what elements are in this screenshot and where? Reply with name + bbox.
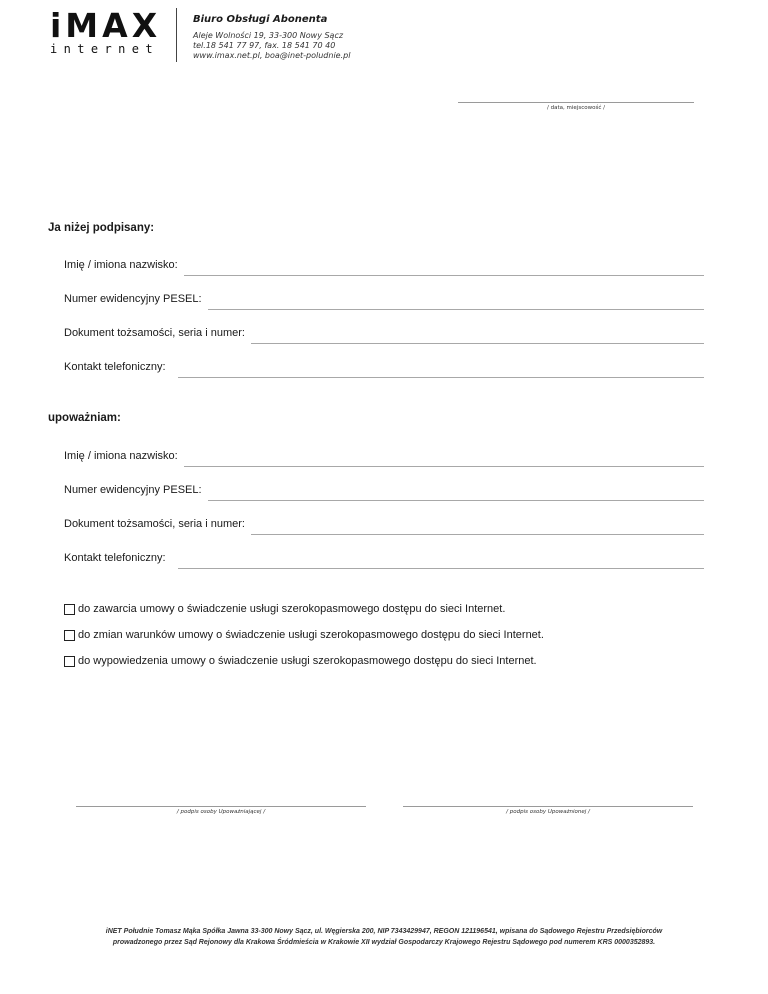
grantor-id-document-label: Dokument tożsamości, seria i numer: [64, 327, 245, 339]
grantee-signature-line[interactable] [403, 806, 693, 807]
grantor-id-document-field[interactable] [64, 326, 704, 344]
checkbox-change-terms[interactable] [64, 630, 75, 641]
grantor-name-field[interactable] [64, 258, 704, 276]
grantee-pesel-label: Numer ewidencyjny PESEL: [64, 484, 202, 496]
date-place-caption: / data, miejscowość / [547, 105, 605, 111]
grantor-signature-caption: / podpis osoby Upoważniającej / [176, 809, 266, 815]
grantee-phone-label: Kontakt telefoniczny: [64, 552, 166, 564]
grantee-pesel-input-line[interactable] [208, 484, 704, 501]
grantee-pesel-field[interactable] [64, 483, 704, 501]
option-conclude-contract[interactable] [64, 603, 505, 615]
office-title: Biuro Obsługi Abonenta [193, 14, 328, 25]
option-terminate-contract[interactable] [64, 655, 537, 667]
grantor-id-document-input-line[interactable] [251, 327, 704, 344]
office-phones: tel.18 541 77 97, fax. 18 541 70 40 [193, 41, 336, 50]
grantor-pesel-label: Numer ewidencyjny PESEL: [64, 293, 202, 305]
logo-sub-text: internet [50, 42, 159, 56]
checkbox-conclude-contract[interactable] [64, 604, 75, 615]
date-place-line[interactable] [458, 102, 694, 103]
grantee-phone-input-line[interactable] [178, 552, 704, 569]
grantor-phone-field[interactable] [64, 360, 704, 378]
option-change-terms[interactable] [64, 629, 544, 641]
grantor-phone-input-line[interactable] [178, 361, 704, 378]
grantee-id-document-label: Dokument tożsamości, seria i numer: [64, 518, 245, 530]
checkbox-terminate-contract[interactable] [64, 656, 75, 667]
grantee-heading: upoważniam: [48, 412, 121, 424]
grantee-phone-field[interactable] [64, 551, 704, 569]
grantee-id-document-field[interactable] [64, 517, 704, 535]
footer-line-2: prowadzonego przez Sąd Rejonowy dla Krakowa Śródmieścia w Krakowie XII wydział Gospodarczy Krajowego Rejestru Sądowego pod numerem KRS 0000352893. [112, 939, 656, 946]
grantee-id-document-input-line[interactable] [251, 518, 704, 535]
option-change-terms-label: do zmian warunków umowy o świadczenie usługi szerokopasmowego dostępu do sieci Internet. [78, 629, 544, 641]
imax-logo [50, 6, 162, 56]
grantee-signature-caption: / podpis osoby Upoważnionej / [506, 809, 590, 815]
grantee-name-label: Imię / imiona nazwisko: [64, 450, 178, 462]
option-terminate-contract-label: do wypowiedzenia umowy o świadczenie usługi szerokopasmowego dostępu do sieci Internet. [78, 655, 537, 667]
office-web: www.imax.net.pl, boa@inet-poludnie.pl [193, 51, 351, 60]
grantor-pesel-field[interactable] [64, 292, 704, 310]
grantor-pesel-input-line[interactable] [208, 293, 704, 310]
header-divider [176, 8, 177, 62]
company-footer [40, 926, 728, 948]
grantor-heading: Ja niżej podpisany: [48, 222, 155, 234]
option-conclude-contract-label: do zawarcia umowy o świadczenie usługi szerokopasmowego dostępu do sieci Internet. [78, 603, 506, 615]
office-address: Aleje Wolności 19, 33-300 Nowy Sącz [193, 31, 344, 40]
grantor-name-input-line[interactable] [184, 259, 704, 276]
grantor-name-label: Imię / imiona nazwisko: [64, 259, 178, 271]
grantor-phone-label: Kontakt telefoniczny: [64, 361, 166, 373]
grantee-name-field[interactable] [64, 449, 704, 467]
office-info [193, 13, 350, 61]
logo-main-text: iMAX [50, 6, 162, 45]
grantee-name-input-line[interactable] [184, 450, 704, 467]
grantor-signature-line[interactable] [76, 806, 366, 807]
footer-line-1: iNET Południe Tomasz Mąka Spółka Jawna 33-300 Nowy Sącz, ul. Węgierska 200, NIP 7343429947, REGON 121196541, wpisana do Sądowego Rejestru Przedsiębiorców [105, 928, 663, 935]
